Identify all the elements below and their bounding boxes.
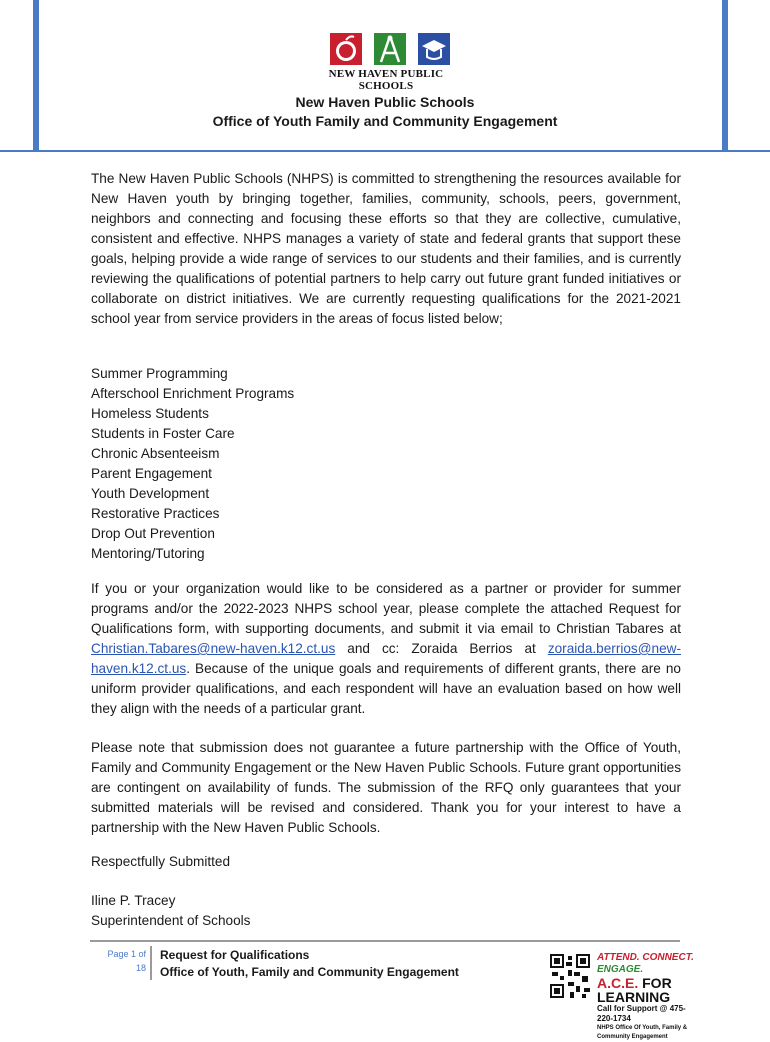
ace-tagline-part1: ATTEND. CONNECT. <box>597 952 694 963</box>
list-item: Youth Development <box>91 486 210 501</box>
ace-title-part1: A.C.E. <box>597 975 643 991</box>
ace-title-part2: FOR LEARNING <box>597 975 672 1005</box>
footer-vertical-divider <box>150 946 152 980</box>
ace-phone: Call for Support @ 475-220-1734 <box>597 1004 686 1023</box>
ace-for-learning-badge <box>597 952 697 1042</box>
submission-text-3: . Because of the unique goals and requirements of different grants, there are no uniform provider qualifications, and each respondent will have an evaluation based on how well they align with the needs of a particular grant. <box>91 661 681 716</box>
ace-title <box>597 976 697 1004</box>
graduation-cap-logo-icon <box>418 33 450 65</box>
signer-name: Iline P. Tracey <box>91 893 176 908</box>
page-number-label: Page 1 of <box>107 949 146 959</box>
note-paragraph: Please note that submission does not guarantee a future partnership with the Office of Youth, Family and Community Engagement or the New Haven Public Schools. Future grant opportunities are contingent on availability of funds. The submission of the RFQ only guarantees that your submitted materials will be revised and considered. Thank you for your interest to have a partnership with the New Haven Public Schools. <box>91 740 681 835</box>
list-item: Homeless Students <box>91 406 209 421</box>
list-item: Students in Foster Care <box>91 426 235 441</box>
list-item: Afterschool Enrichment Programs <box>91 386 295 401</box>
compass-logo-icon <box>374 33 406 65</box>
list-item: Parent Engagement <box>91 466 212 481</box>
closing: Respectfully Submitted <box>91 854 231 869</box>
submission-text-2: and cc: Zoraida Berrios at <box>335 641 548 656</box>
page-number <box>96 947 146 975</box>
ace-tagline-part2: ENGAGE. <box>597 964 644 975</box>
document-title: New Haven Public Schools <box>295 94 475 110</box>
qr-code-icon <box>548 952 592 1000</box>
list-item: Restorative Practices <box>91 506 220 521</box>
ace-office: NHPS Office Of Youth, Family & Community Engagement <box>597 1025 688 1040</box>
document-subtitle: Office of Youth Family and Community Engagement <box>212 113 558 129</box>
submission-text-1: If you or your organization would like to be considered as a partner or provider for summer programs and/or the 2022-2023 NHPS school year, please complete the attached Request for Qualifications form, with supporting documents, and submit it via email to Christian Tabares at <box>91 581 681 636</box>
list-item: Mentoring/Tutoring <box>91 546 205 561</box>
focus-areas-list <box>91 364 294 564</box>
submission-paragraph <box>91 579 681 719</box>
email-link-christian[interactable]: Christian.Tabares@new-haven.k12.ct.us <box>91 641 336 656</box>
logo-wordmark: NEW HAVEN PUBLIC SCHOOLS <box>328 68 444 92</box>
list-item: Summer Programming <box>91 366 228 381</box>
footer-title <box>160 947 459 981</box>
document-header <box>0 93 770 131</box>
footer-divider <box>90 940 680 942</box>
intro-paragraph: The New Haven Public Schools (NHPS) is committed to strengthening the resources available for New Haven youth by bringing together, families, community, schools, peers, government, neighbors and connecting and focusing these efforts so that they are collective, cumulative, consistent and effective. NHPS manages a variety of state and federal grants that support these goals, helping provide a wide range of services to our students and their families, and is currently reviewing the qualifications of potential partners to help carry out future grant funded initiatives or collaborate on district initiatives. We are currently requesting qualifications for the 2021-2021 school year from service providers in the areas of focus listed below; <box>91 171 681 326</box>
apple-logo-icon <box>330 33 362 65</box>
header-divider <box>0 150 770 152</box>
list-item: Chronic Absenteeism <box>91 446 220 461</box>
ace-tagline <box>597 952 697 976</box>
list-item: Drop Out Prevention <box>91 526 215 541</box>
footer-title-line2: Office of Youth, Family and Community Engagement <box>160 965 459 979</box>
page-number-total: 18 <box>135 963 146 973</box>
signer-title: Superintendent of Schools <box>91 913 251 928</box>
email-link-zoraida[interactable]: zoraida.berrios@new-haven.k12.ct.us <box>91 641 681 676</box>
footer-title-line1: Request for Qualifications <box>160 948 310 962</box>
signature-block <box>91 891 250 931</box>
